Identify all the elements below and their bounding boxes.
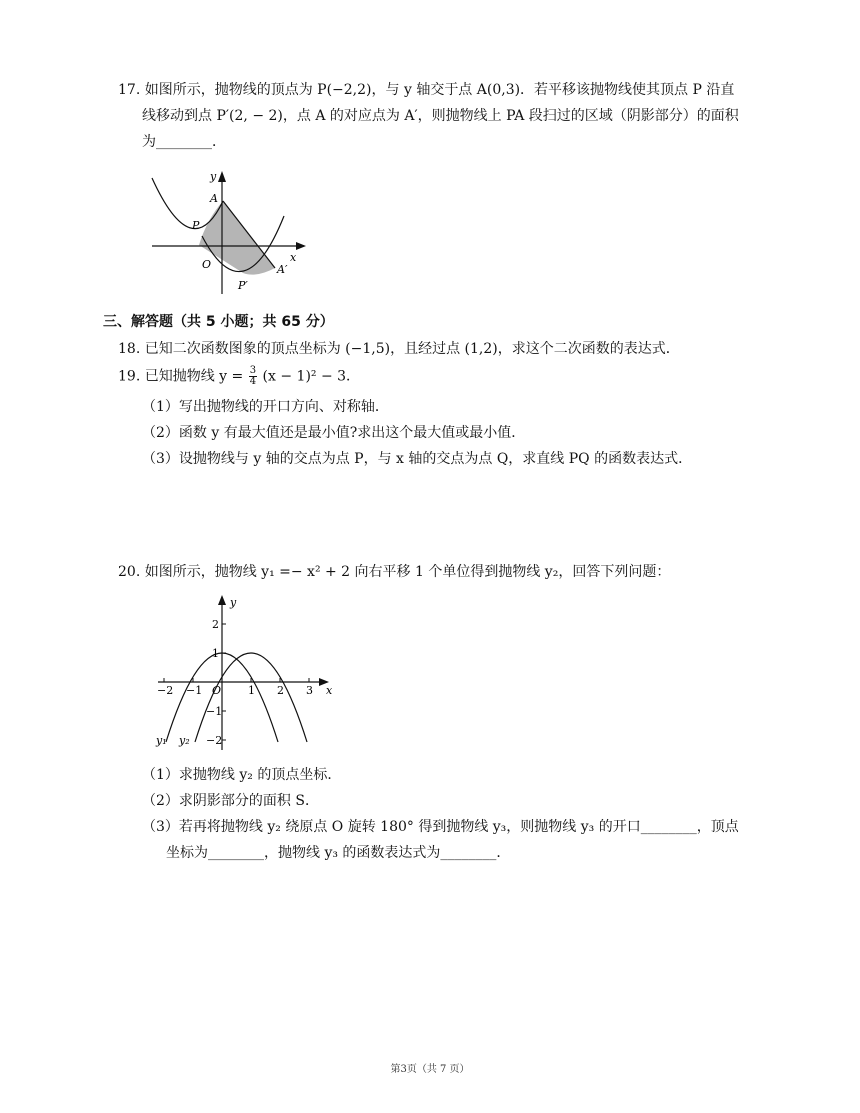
q20-label-o: O (212, 684, 222, 697)
q19-stem (118, 366, 360, 387)
q17-y-arrow (218, 171, 226, 182)
q20-ytick-2: 2 (212, 618, 219, 631)
q20-ytick-neg1: −1 (206, 705, 223, 718)
q20-xtick-3: 3 (306, 684, 313, 697)
q20-label-x: x (326, 684, 333, 697)
q17-label-a-prime: A′ (277, 263, 288, 276)
q17-line1: 17. 如图所示，抛物线的顶点为 P(−2,2)，与 y 轴交于点 A(0,3)．若平移该抛物线使其顶点 P 沿直 (118, 82, 735, 98)
q19-part3: （3）设抛物线与 y 轴的交点为点 P，与 x 轴的交点为点 Q，求直线 PQ 的函数表达式． (142, 451, 693, 467)
q20-label-y: y (230, 596, 237, 609)
q20-stem: 20. 如图所示，抛物线 y₁ =− x² + 2 向右平移 1 个单位得到抛物线 y₂，回答下列问题： (118, 564, 671, 580)
q20-ytick-neg2: −2 (206, 734, 223, 747)
q17-label-x: x (290, 251, 297, 264)
q20-part1: （1）求抛物线 y₂ 的顶点坐标． (142, 767, 342, 783)
q20-label-y1: y₁ (156, 734, 167, 747)
q19-part2: （2）函数 y 有最大值还是最小值?求出这个最大值或最小值． (142, 425, 526, 441)
q20-ytick-1: 1 (212, 647, 219, 660)
section3-title: 三、解答题（共 5 小题；共 65 分） (103, 314, 334, 330)
q19-stem-prefix: 19. 已知抛物线 y = (118, 368, 248, 385)
q17-label-a: A (210, 192, 218, 205)
q20-y-arrow (218, 595, 226, 605)
q20-part2: （2）求阴影部分的面积 S． (142, 793, 319, 809)
page-footer: 第3页（共 7 页） (390, 1064, 470, 1075)
q20-xtick-neg1: −1 (186, 684, 203, 697)
q20-xtick-1: 1 (248, 684, 255, 697)
q17-label-p: P (192, 219, 200, 232)
q17-x-arrow (296, 242, 306, 250)
q20-label-y2: y₂ (179, 734, 190, 747)
q17-label-o: O (202, 258, 212, 271)
q17-figure (144, 166, 314, 296)
q20-xtick-neg2: −2 (157, 684, 174, 697)
q19-frac-den: 4 (249, 376, 257, 387)
q20-parabola-y2 (195, 653, 307, 742)
q19-part1: （1）写出抛物线的开口方向、对称轴． (142, 399, 389, 415)
q19-stem-suffix: (x − 1)² − 3． (262, 368, 361, 385)
q20-xtick-2: 2 (277, 684, 284, 697)
q19-fraction (249, 366, 257, 387)
q19-frac-num: 3 (249, 365, 257, 376)
q20-part3-line1: （3）若再将抛物线 y₂ 绕原点 O 旋转 180° 得到抛物线 y₃，则抛物线 y₃ 的开口________，顶点 (142, 819, 739, 835)
q17-label-y: y (210, 170, 217, 183)
q17-line2: 线移动到点 P′(2, − 2)，点 A 的对应点为 A′，则抛物线上 PA 段扫过的区域（阴影部分）的面积 (142, 108, 739, 124)
q20-figure (154, 590, 344, 752)
q17-line3: 为________． (142, 134, 226, 150)
q18-text: 18. 已知二次函数图象的顶点坐标为 (−1,5)，且经过点 (1,2)，求这个二次函数的表达式． (118, 341, 680, 357)
q17-label-p-prime: P′ (238, 279, 248, 292)
q20-part3-line2: 坐标为________，抛物线 y₃ 的函数表达式为________． (166, 845, 511, 861)
